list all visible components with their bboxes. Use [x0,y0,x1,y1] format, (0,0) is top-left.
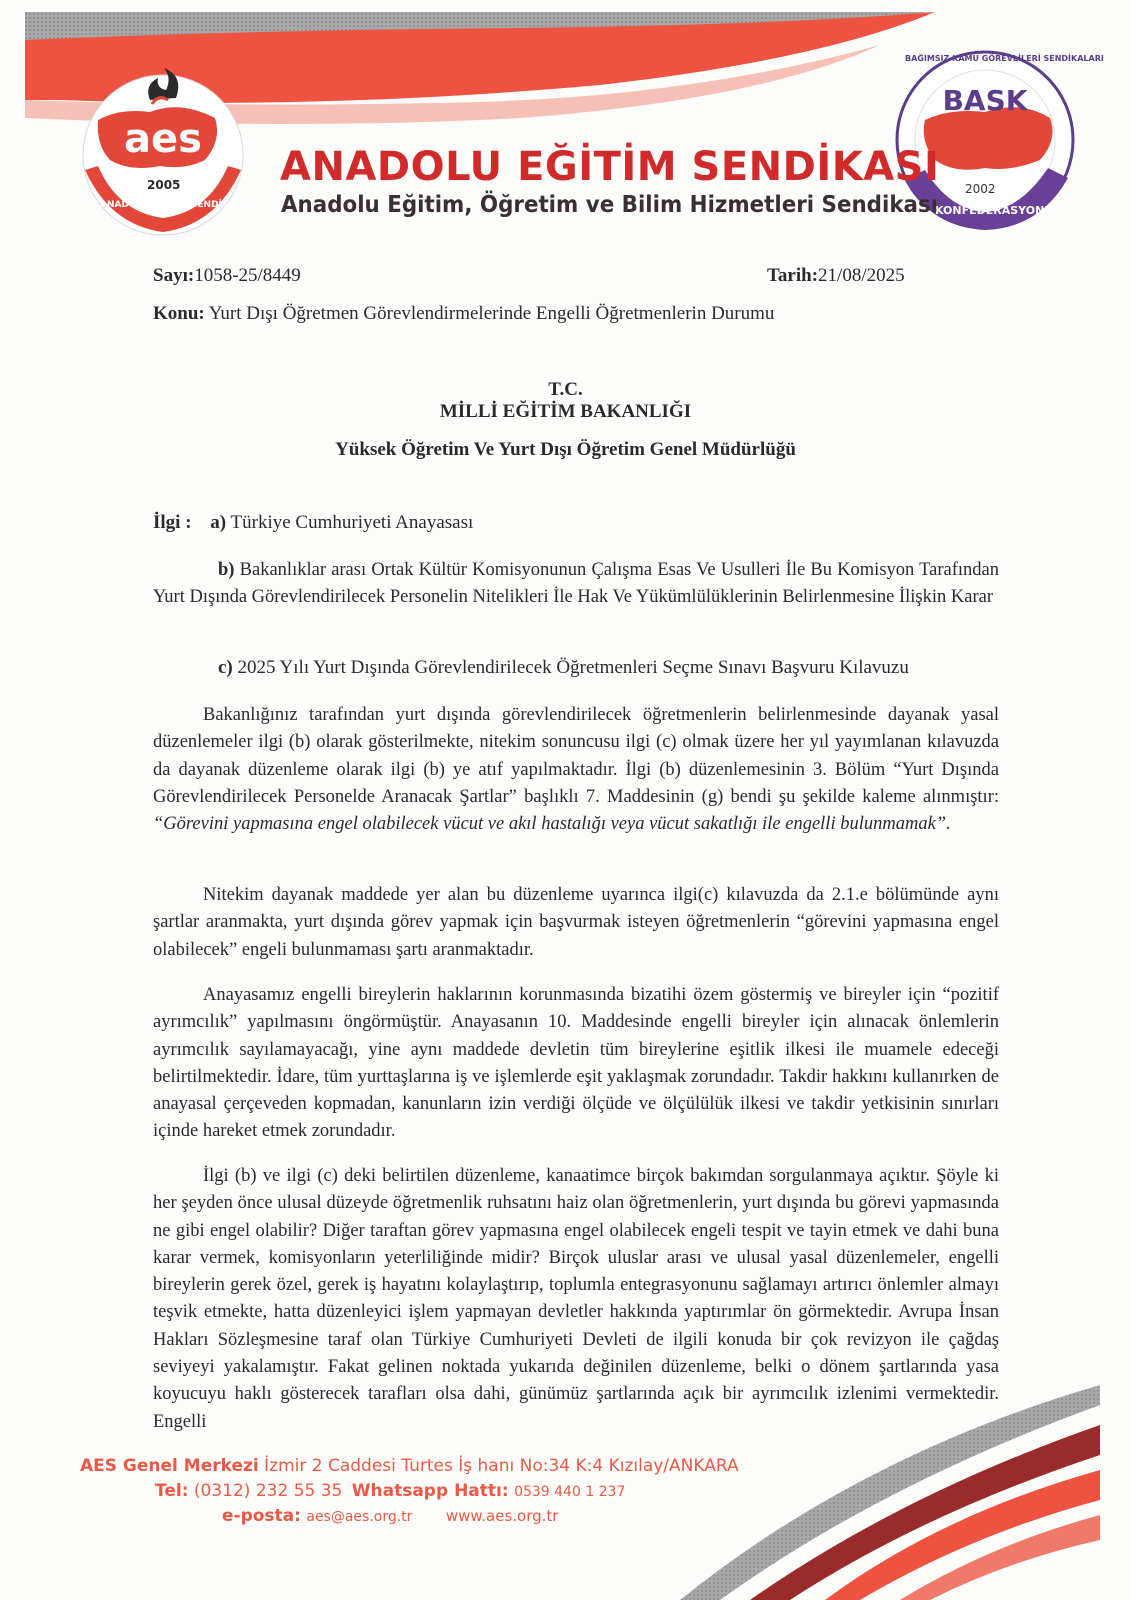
konu-label: Konu: [153,303,205,324]
sayi-value: 1058-25/8449 [194,265,301,286]
ilgi-b [153,557,999,612]
ilgi-a-label: a) [210,512,227,533]
subject-line [153,303,774,325]
ilgi-c [218,657,909,679]
bask-logo-year: 2002 [965,182,996,196]
email-label: e-posta: [222,1506,301,1526]
body-paragraph-1 [153,702,999,838]
website-link[interactable]: www.aes.org.tr [445,1507,559,1525]
body-paragraph-3: Anayasamız engelli bireylerin haklarının korunmasında bizatihi özem göstermiş ve bireyler için “pozitif ayrımcılık” yapılmasını öngörmüştür. Anayasanın 10. Maddesinde engelli bireyler için alınacak önlemlerin ayrımcılık sayılamayacağı, yine aynı maddede devletin tüm bireylerine eşitlik ilkesi ile muamele edeceği belirtilmektedir. İdare, tüm yurttaşlarına iş ve işlemlerde eşit yaklaşmak zorundadır. Takdir hakkını kullanırken de anayasal çerçeveden kopmadan, kanunların izin verdiği ölçüde ve ölçülülük ilkesi ve takdir yetkisinin sınırları içinde hareket etmek zorundadır. [153,985,999,1142]
ilgi-b-text: Bakanlıklar arası Ortak Kültür Komisyonunun Çalışma Esas Ve Usulleri İle Bu Komisyon Tarafından Yurt Dışında Görevlendirilecek Personelin Nitelikleri İle Hak Ve Yükümlülüklerinin Belirlenmesine İlişkin Karar [153,560,1000,608]
tarih-label: Tarih: [767,265,819,286]
hq-label: AES Genel Merkezi [80,1456,259,1476]
document-date [767,265,905,287]
bask-logo-mark: BASK [942,84,1028,117]
paragraph-1-quote: “Görevini yapmasına engel olabilecek vücut ve akıl hastalığı veya vücut sakatlığı ile engelli bulunmamak”. [153,814,951,835]
addressee-line-1: T.C. [548,379,583,400]
footer-contact [222,1506,558,1526]
reference-number [153,265,301,287]
tel-value: (0312) 232 55 35 [193,1481,343,1501]
tarih-value: 21/08/2025 [818,265,905,286]
ilgi-a-text: Türkiye Cumhuriyeti Anayasası [230,512,474,533]
bask-logo-top-ring: BAĞIMSIZ KAMU GÖREVLİLERİ SENDİKALARI [905,54,1104,63]
body-paragraph-4: İlgi (b) ve ilgi (c) deki belirtilen düzenleme, kanaatimce birçok bakımdan sorgulanmaya açıktır. Şöyle ki her şeyden önce ulusal düzeyde öğretmenlik ruhsatını haiz olan öğretmenlerin, yurt dışında bu görevi yapmasında ne gibi engel olabilir? Diğer taraftan görev yapmasına engel olabilecek engeli tespit ve tayin etmek ve dahi buna karar vermek, komisyonların yeterliliğinde midir? Birçok uluslar arası ve ulusal yasal düzenlemeler, engelli bireylerin gerek özel, gerek iş hayatını kolaylaştırıp, toplumla entegrasyonunu sağlamayı artırıcı önlemler almayı teşvik etmekte, hatta düzenleyici işlem yapmayan devletler hakkında yaptırımlar ön görmektedir. Avrupa İnsan Hakları Sözleşmesine taraf olan Türkiye Cumhuriyeti Devleti de ilgili konuda bir çok revizyon ile çağdaş seviyeyi yakalamıştır. Fakat gelinen noktada yukarıda değinilen düzenleme, belki o dönem şartlarında yasa koyucuyu haklı gösterecek tarafları olsa dahi, günümüz şartlarında açık bir ayrımcılık izlenimi vermektedir. Engelli [153,1166,999,1432]
bask-logo-bottom-ring: KONFEDERASYONU [935,204,1054,217]
organization-subtitle: Anadolu Eğitim, Öğretim ve Bilim Hizmetleri Sendikası [281,192,939,218]
footer-phones [155,1481,625,1501]
konu-value: Yurt Dışı Öğretmen Görevlendirmelerinde Engelli Öğretmenlerin Durumu [208,303,775,324]
organization-title: ANADOLU EĞİTİM SENDİKASI [280,144,940,190]
footer-stripes [660,1385,1131,1600]
letterhead-banner [0,0,1131,260]
ilgi-label: İlgi : [153,512,192,533]
whatsapp-label: Whatsapp Hattı: [351,1481,509,1501]
addressee-line-3: Yüksek Öğretim Ve Yurt Dışı Öğretim Genel Müdürlüğü [335,439,796,460]
email-link[interactable]: aes@aes.org.tr [306,1509,413,1525]
whatsapp-value: 0539 440 1 237 [514,1484,626,1500]
hq-address: İzmir 2 Caddesi Turtes İş hanı No:34 K:4 Kızılay/ANKARA [264,1456,739,1476]
ilgi-b-label: b) [218,560,235,580]
body-paragraph-2: Nitekim dayanak maddede yer alan bu düzenleme uyarınca ilgi(c) kılavuzda da 2.1.e bölümünde aynı şartlar aranmakta, yurt dışında görev yapmak için başvurmak isteyen öğretmenlerin “görevini yapmasına engel olabilecek” engeli bulunmaması şartı aranmaktadır. [153,885,999,960]
aes-logo-ring-text: ANADOLU EĞİTİM SENDİKASI [100,200,246,210]
ilgi-a [153,512,473,534]
addressee-line-2: MİLLİ EĞİTİM BAKANLIĞI [439,401,692,422]
ilgi-c-text: 2025 Yılı Yurt Dışında Görevlendirilecek Öğretmenleri Seçme Sınavı Başvuru Kılavuzu [237,657,909,678]
aes-logo-year: 2005 [147,178,181,192]
svg-text:aes: aes [124,116,202,162]
footer-address [80,1456,739,1476]
paragraph-1-text: Bakanlığınız tarafından yurt dışında görevlendirilecek öğretmenlerin belirlenmesinde dayanak yasal düzenlemeler ilgi (b) olarak gösterilmekte, nitekim sonuncusu ilgi (c) olmak üzere her yıl yayımlanan kılavuzda da dayanak düzenleme olarak ilgi (b) ye atıf yapılmaktadır. İlgi (b) düzenlemesinin 3. Bölüm “Yurt Dışında Görevlendirilecek Personelde Aranacak Şartlar” başlıklı 7. Maddesinin (g) bendi şu şekilde kaleme alınmıştır: [153,705,999,807]
sayi-label: Sayı: [153,265,195,286]
tel-label: Tel: [155,1481,189,1501]
ilgi-c-label: c) [218,657,233,678]
